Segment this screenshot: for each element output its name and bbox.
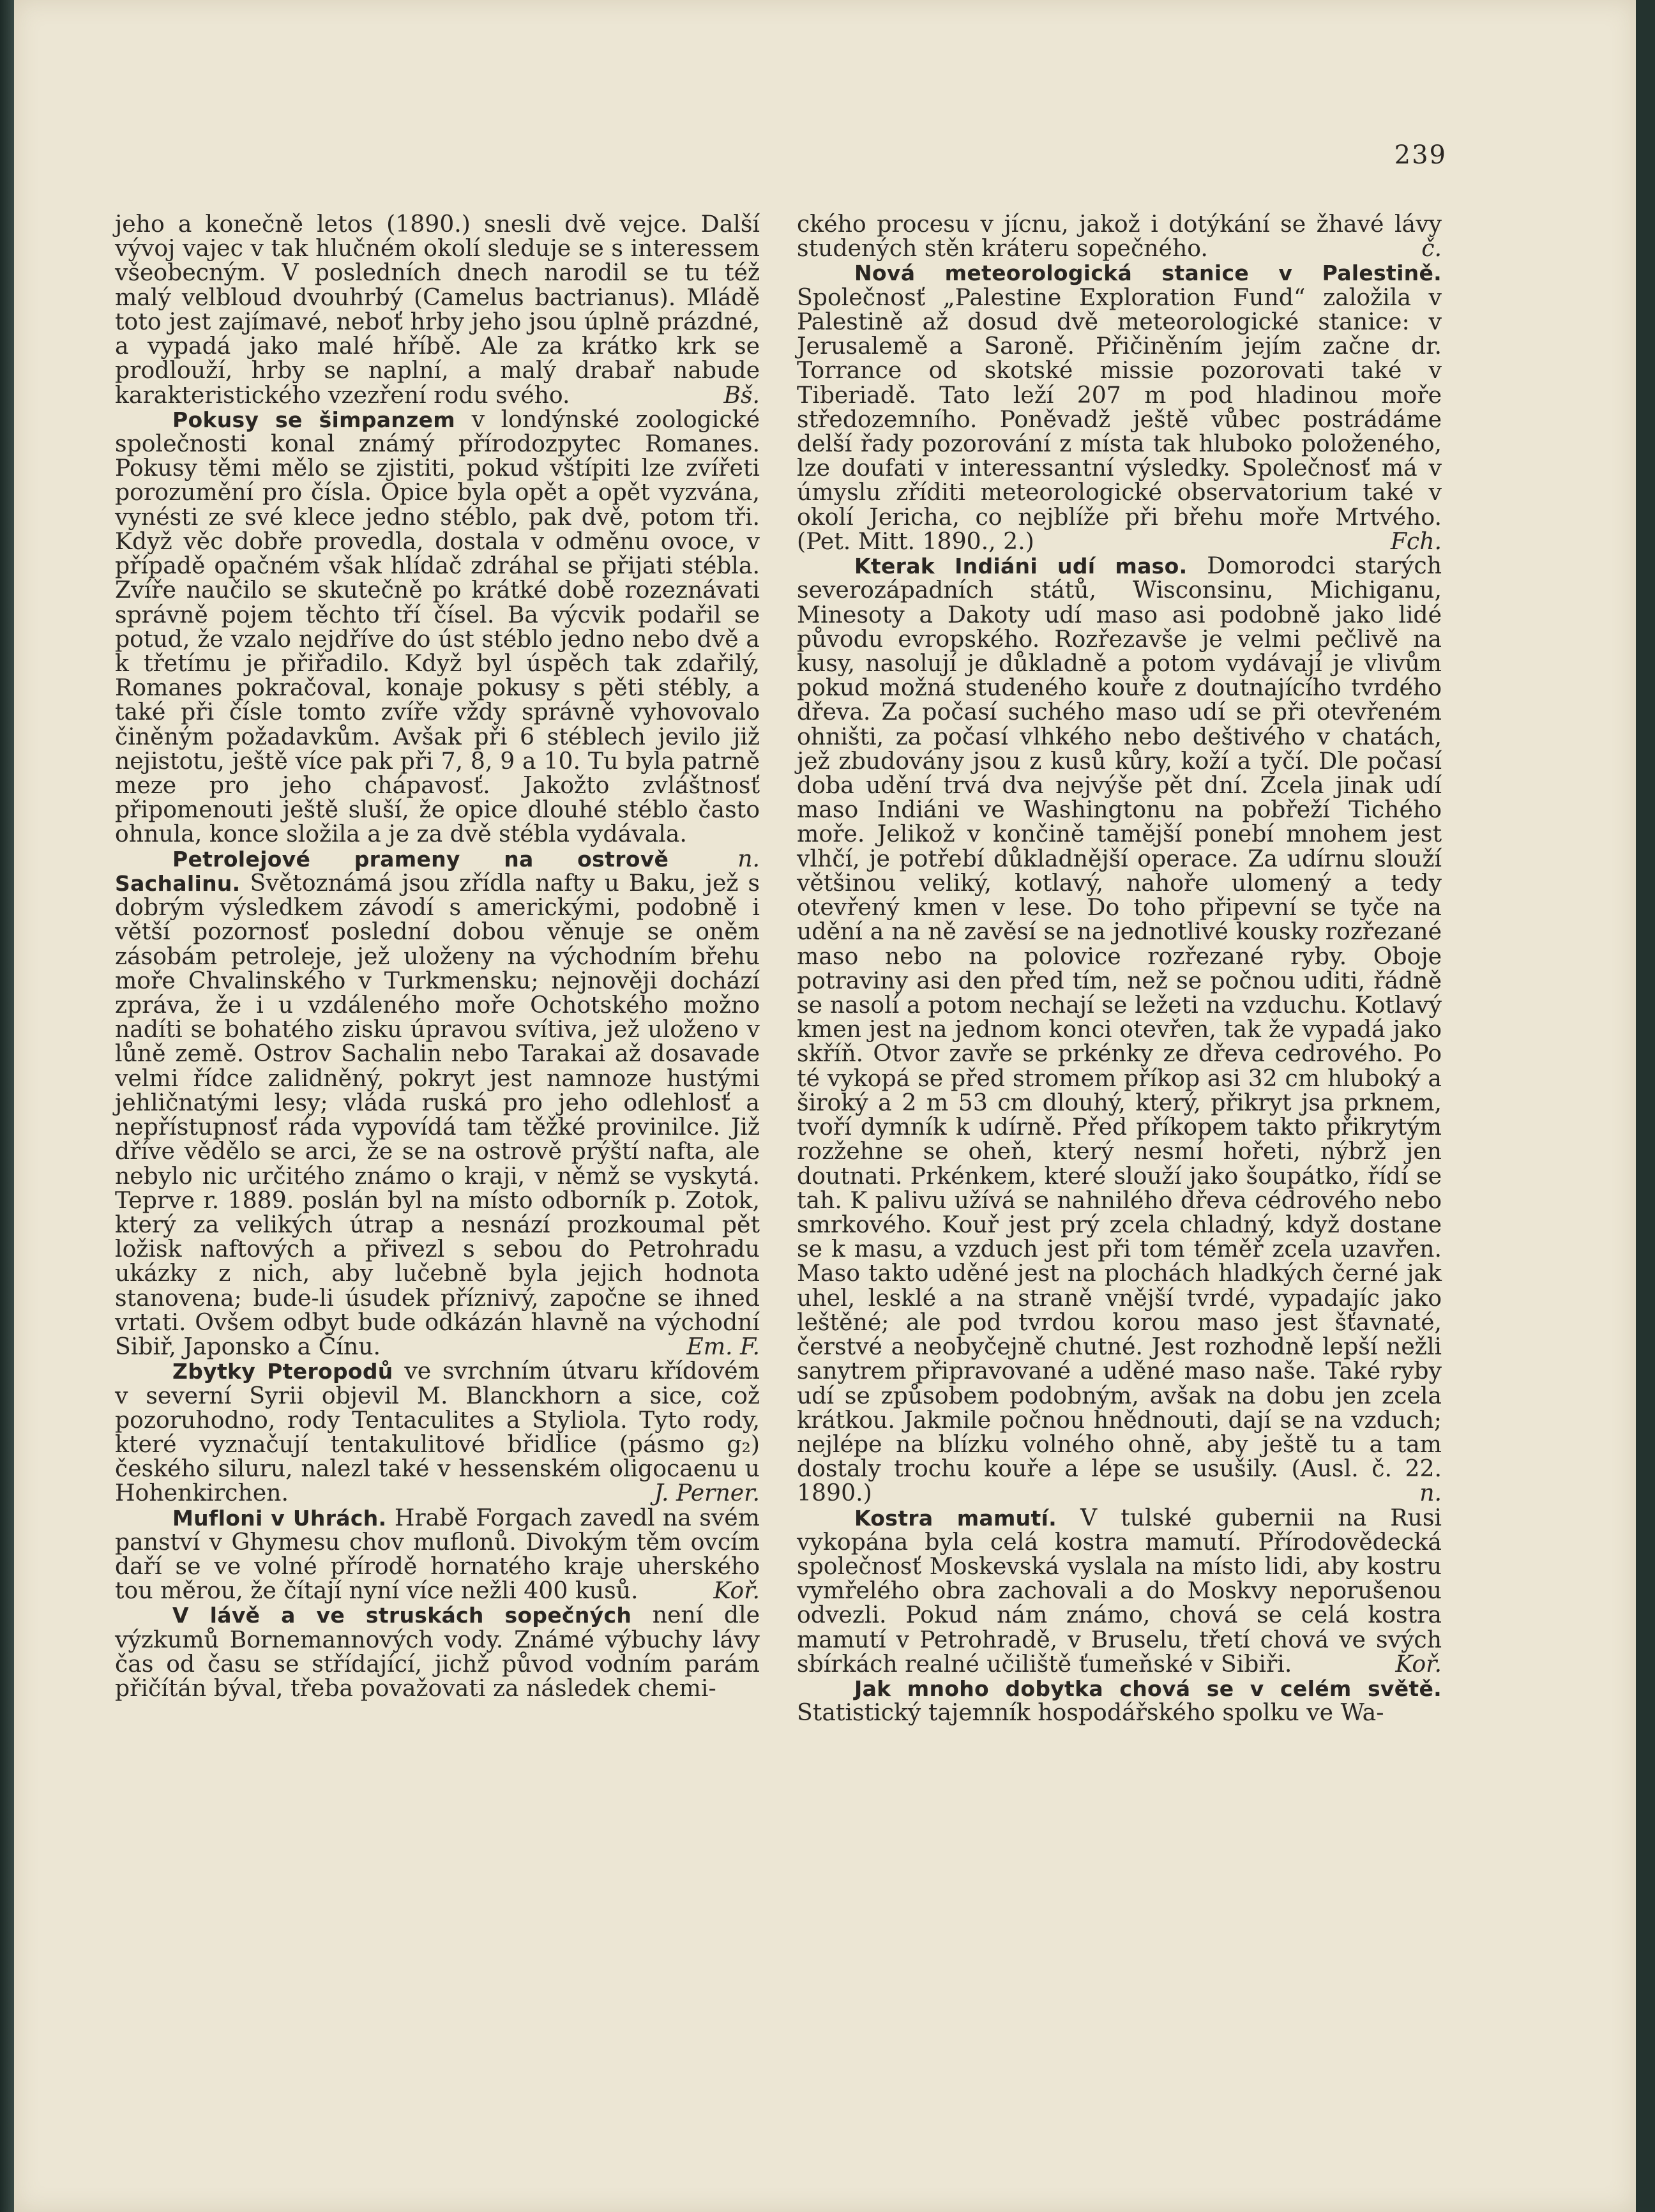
left-intro-text: jeho a konečně letos (1890.) snesli dvě vejce. Další vývoj vajec v tak hlučném okolí sleduje se s interessem všeobecným. V posledních dnech narodil se tu též malý velbloud dvouhrbý (Camelus bactrianus). Mládě toto jest zajímavé, neboť hrby jeho jsou úplně prázdné, a vypadá jako malé hříbě. Ale za krátko krk se prodlouží, hrby se naplní, a malý drabař nabude karakteristického vzezření rodu svého. — [115, 210, 760, 409]
left-column — [115, 212, 760, 1701]
right-intro-signature: č. — [1421, 234, 1442, 262]
article-heading: Nová meteorologická stanice v Palestině. — [854, 261, 1442, 286]
left-intro-signature: Bš. — [723, 381, 760, 409]
article-heading: V lávě a ve struskách sopečných — [172, 1603, 632, 1628]
article-text: Hrabě Forgach zavedl na svém panství v Ghymesu chov muflonů. Divokým těm ovcím daří se ve volné přírodě hornatého kraje uherského tou měrou, že čítají nyní více nežli 400 kusů. — [115, 1503, 760, 1605]
article-heading: Kterak Indiáni udí maso. — [854, 554, 1188, 579]
scan-edge-left — [0, 0, 14, 2212]
article-signature: n. — [1419, 1479, 1442, 1507]
article-text: Domorodci starých severozápadních států, Wisconsinu, Michiganu, Minesoty a Dakoty udí maso asi podobně jako lidé původu evropského. Rozřezavše je velmi pečlivě na kusy, nasolují je důkladně a potom vydávají je vlivům pokud možná studeného kouře z doutnajícího tvrdého dřeva. Za počasí suchého maso udí se při otevřeném ohništi, za počasí vlhkého nebo deštivého v chatách, jež zbudovány jsou z kusů kůry, koží a tyčí. Dle počasí doba udění trvá dva nejvýše pět dní. Zcela jinak udí maso Indiáni ve Washingtonu na pobřeží Tichého moře. Jelikož v končině tamější ponebí mnohem jest vlhčí, je potřebí důkladnější operace. Za udírnu slouží většinou veliký, kotlavý, nahoře ulomený a tedy otevřený kmen v lese. Do toho připevní se tyče na udění a na ně zavěsí se na jednotlivé kousky rozřezané maso nebo na polovice rozřezané ryby. Oboje potraviny asi den před tím, než se počnou uditi, řádně se nasolí a potom nechají se ležeti na vzduchu. Kotlavý kmen jest na jednom konci otevřen, tak že vypadá jako skříň. Otvor zavře se prkénky ze dřeva cedrového. Po té vykopá se před stromem příkop asi 32 cm hluboký a široký a 2 m 53 cm dlouhý, který, přikryt jsa prknem, tvoří dymník k udírně. Před příkopem takto přikrytým rozžehne se oheň, který nesmí hořeti, nýbrž jen doutnati. Prkénkem, které slouží jako šoupátko, řídí se tah. K palivu užívá se nahnilého dřeva cédrového nebo smrkového. Kouř jest prý zcela chladný, když dostane se k masu, a vzduch jest při tom téměř zcela uzavřen. Maso takto uděné jest na plochách hladkých černé jak uhel, lesklé a na straně vnější tvrdé, vypadajíc jako leštěné; ale pod tvrdou korou maso jest šťavnaté, čerstvé a neobyčejně chutné. Jest rozhodně lepší nežli sanytrem připravované a uděné maso naše. Také ryby udí se způsobem podobným, avšak na dobu jen zcela krátkou. Jakmile počnou hnědnouti, dají se na vzduch; nejlépe na blízku volného ohně, aby ještě tu a tam dostaly trochu kouře a lépe se usušily. (Ausl. č. 22. 1890.) — [797, 552, 1442, 1507]
article-world-livestock — [797, 1676, 1442, 1725]
article-heading: Mufloni v Uhrách. — [172, 1505, 387, 1531]
article-heading: Zbytky Pteropodů — [172, 1359, 393, 1384]
article-signature: Koř. — [1395, 1649, 1442, 1678]
left-intro-paragraph — [115, 212, 760, 407]
article-pteropods — [115, 1359, 760, 1505]
article-heading: Pokusy se šimpanzem — [172, 407, 455, 432]
journal-page — [14, 0, 1636, 2212]
article-palestine-meteorology — [797, 261, 1442, 554]
article-signature: J. Perner. — [654, 1479, 760, 1507]
right-column — [797, 212, 1442, 1725]
article-volcanic-lava — [115, 1603, 760, 1701]
article-sakhalin-petroleum — [115, 844, 760, 1361]
article-mouflons — [115, 1503, 760, 1605]
article-signature: Fch. — [1390, 527, 1442, 555]
article-signature: Koř. — [713, 1577, 760, 1605]
article-text: Statistický tajemník hospodářského spolku ve Wa- — [797, 1699, 1384, 1727]
article-text: ve svrchním útvaru křídovém v severní Syrii objevil M. Blanckhorn a sice, což pozoruhodno, rody Tentaculites a Styliola. Tyto rody, které vyznačují tentakulitové břidlice (pásmo g₂) českého siluru, nalezl také v hessenském oligocaenu u Hohenkirchen. — [115, 1357, 760, 1507]
article-mammoth-skeleton — [797, 1503, 1442, 1678]
scan-edge-right — [1636, 0, 1655, 2212]
article-text: V tulské gubernii na Rusi vykopána byla celá kostra mamutí. Přírodovědecká společnosť Moskevská vyslala na místo lidi, aby kostru vymřelého obra zachovali a do Moskvy neporušenou odvezli. Pokud nám známo, chová se celá kostra mamutí v Petrohradě, v Bruselu, třetí chová ve svých sbírkách realné učiliště ťumeňské v Sibiři. — [797, 1503, 1442, 1678]
article-text: Společnosť „Palestine Exploration Fund“ založila v Palestině až dosud dvě meteorologické stanice: v Jerusalemě a Saroně. Přičiněním jejím začne dr. Torrance od skotské missie pozorovati také v Tiberiadě. Tato leží 207 m pod hladinou moře středozemního. Poněvadž ještě vůbec postrádáme delší řady pozorování z místa tak hluboko položeného, lze doufati v interessantní výsledky. Společnosť má v úmyslu zříditi meteorologické observatorium také v okolí Jericha, co nejblíže při břehu moře Mrtvého. (Pet. Mitt. 1890., 2.) — [797, 283, 1442, 555]
article-signature: n. — [737, 844, 760, 872]
article-heading: Kostra mamutí. — [854, 1505, 1057, 1531]
article-text: Světoznámá jsou zřídla nafty u Baku, jež s dobrým výsledkem závodí s americkými, podobně i větší pozornosť poslední dobou věnuje se oněm zásobám petroleje, jež uloženy na východním břehu moře Chvalinského v Turkmensku; nejnověji dochází zpráva, že i u vzdáleného moře Ochotského možno nadíti se bohatého zisku úpravou svítiva, jež uloženo v lůně země. Ostrov Sachalin nebo Tarakai až dosavade velmi řídce zalidněný, pokryt jest namnoze hustými jehličnatými lesy; vláda ruská pro jeho odlehlosť a nepřístupnosť ráda vypovídá tam těžké provinilce. Již dříve vědělo se arci, že se na ostrově prýští nafta, ale nebylo nic určitého známo o kraji, v němž se vyskytá. Teprve r. 1889. poslán byl na místo odborník p. Zotok, který za velikých útrap a nesnází prozkoumal pět ložisk naftových a přivezl s sebou do Petrohradu ukázky z nich, aby lučebně byla jejich hodnota stanovena; bude-li úsudek příznivý, započne se ihned vrtati. Ovšem odbyt bude odkázán hlavně na východní Sibiř, Japonsko a Čínu. — [115, 868, 760, 1361]
article-text: v londýnské zoologické společnosti konal známý přírodozpytec Romanes. Pokusy těmi mělo se zjistiti, pokud vštípiti lze zvířeti porozumění pro čísla. Opice byla opět a opět vyzvána, vynésti ze své klece jedno stéblo, pak dvě, potom tři. Když věc dobře provedla, dostala v odměnu ovoce, v případě opačném však hlídač zdráhal se přijati stébla. Zvíře naučilo se skutečně po krátké době rozeznávati správně pojem těchto tří čísel. Ba výcvik podařil se potud, že vzalo nejdříve do úst stéblo jedno nebo dvě a k třetímu je přiřadilo. Když byl úspěch tak zdařilý, Romanes pokračoval, konaje pokusy s pěti stébly, a také při čísle tomto zvíře vždy správně vyhovovalo činěným požadavkům. Avšak při 6 stéblech jevilo již nejistotu, ještě více pak při 7, 8, 9 a 10. Tu byla patrně meze pro jeho chápavosť. Jakožto zvláštnosť připomenouti ještě sluší, že opice dlouhé stéblo často ohnula, konce složila a je za dvě stébla vydávala. — [115, 405, 760, 848]
article-heading: Petrolejové prameny na ostrově Sachalinu. — [115, 846, 669, 896]
right-intro-paragraph — [797, 212, 1442, 261]
article-heading: Jak mnoho dobytka chová se v celém světě. — [854, 1676, 1442, 1702]
article-signature: Em. F. — [686, 1333, 760, 1361]
page-number: 239 — [1394, 140, 1447, 170]
right-intro-text: ckého procesu v jícnu, jakož i dotýkání se žhavé lávy studených stěn kráteru sopečného. — [797, 210, 1442, 262]
article-text: není dle výzkumů Bornemannových vody. Známé výbuchy lávy čas od času se střídající, jichž původ vodním parám přičítán býval, třeba považovati za následek chemi- — [115, 1601, 760, 1702]
article-indian-smoking-meat — [797, 554, 1442, 1506]
